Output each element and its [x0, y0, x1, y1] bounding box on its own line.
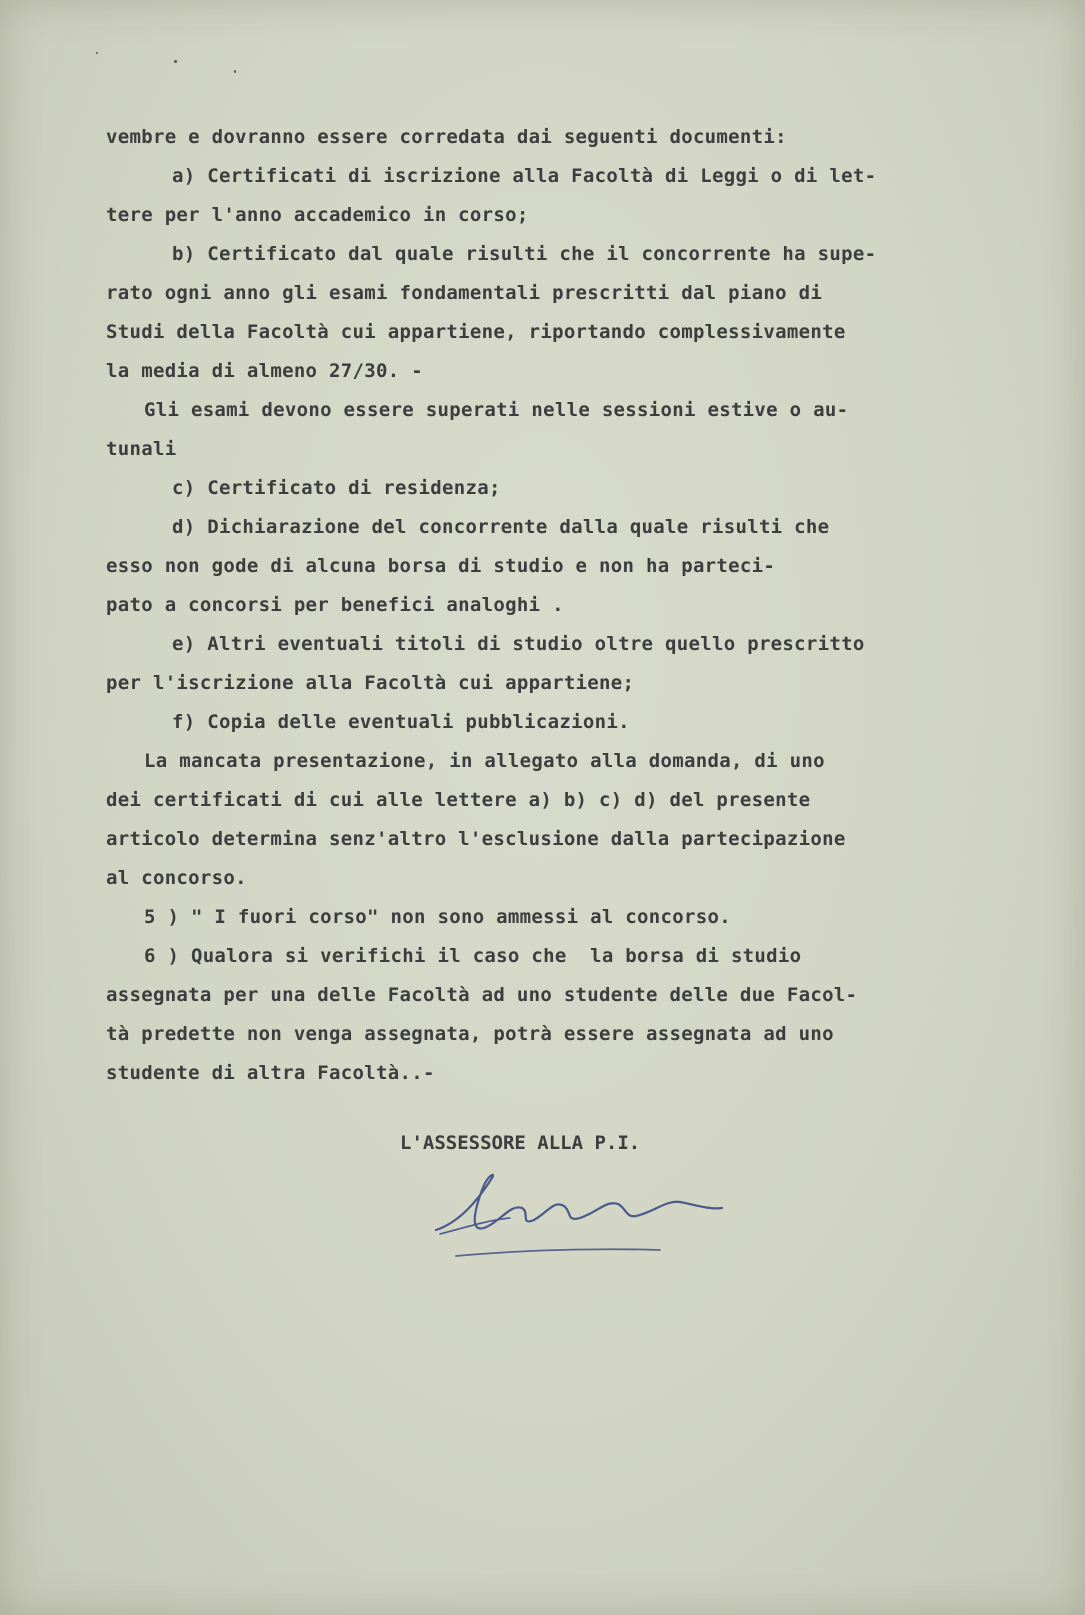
text-line: assegnata per una delle Facoltà ad uno studente delle due Facol-	[106, 984, 858, 1006]
text-line: tere per l'anno accademico in corso;	[106, 204, 529, 226]
text-line: vembre e dovranno essere corredata dai seguenti documenti:	[106, 126, 787, 148]
text-line: dei certificati di cui alle lettere a) b) c) d) del presente	[106, 789, 811, 811]
signature-stroke	[436, 1175, 722, 1230]
text-line: 6 ) Qualora si verifichi il caso che la borsa di studio	[144, 945, 802, 967]
text-line: esso non gode di alcuna borsa di studio e non ha parteci-	[106, 555, 776, 577]
text-line: la media di almeno 27/30. -	[106, 360, 423, 382]
handwritten-signature-icon	[430, 1160, 750, 1270]
text-line: per l'iscrizione alla Facoltà cui appartiene;	[106, 672, 635, 694]
text-line: tunali	[106, 438, 177, 460]
text-line: La mancata presentazione, in allegato alla domanda, di uno	[144, 750, 825, 772]
text-line: b) Certificato dal quale risulti che il concorrente ha supe-	[172, 243, 877, 265]
paper-speck	[96, 52, 98, 54]
document-body	[106, 118, 986, 1093]
text-line: Gli esami devono essere superati nelle sessioni estive o au-	[144, 399, 849, 421]
signature-title: L'ASSESSORE ALLA P.I.	[400, 1132, 641, 1154]
text-line: d) Dichiarazione del concorrente dalla quale risulti che	[172, 516, 830, 538]
text-line: al concorso.	[106, 867, 247, 889]
text-line: c) Certificato di residenza;	[172, 477, 501, 499]
text-line: studente di altra Facoltà..-	[106, 1062, 435, 1084]
text-line: articolo determina senz'altro l'esclusione dalla partecipazione	[106, 828, 846, 850]
text-line: 5 ) " I fuori corso" non sono ammessi al concorso.	[144, 906, 731, 928]
text-line: a) Certificati di iscrizione alla Facoltà di Leggi o di let-	[172, 165, 877, 187]
signature-underline	[456, 1249, 660, 1256]
paper-speck	[234, 70, 236, 73]
text-line: e) Altri eventuali titoli di studio oltre quello prescritto	[172, 633, 865, 655]
text-line: tà predette non venga assegnata, potrà essere assegnata ad uno	[106, 1023, 834, 1045]
text-line: Studi della Facoltà cui appartiene, riportando complessivamente	[106, 321, 846, 343]
paper-speck	[174, 60, 177, 63]
text-line: rato ogni anno gli esami fondamentali prescritti dal piano di	[106, 282, 823, 304]
text-line: f) Copia delle eventuali pubblicazioni.	[172, 711, 630, 733]
text-line: pato a concorsi per benefici analoghi .	[106, 594, 564, 616]
